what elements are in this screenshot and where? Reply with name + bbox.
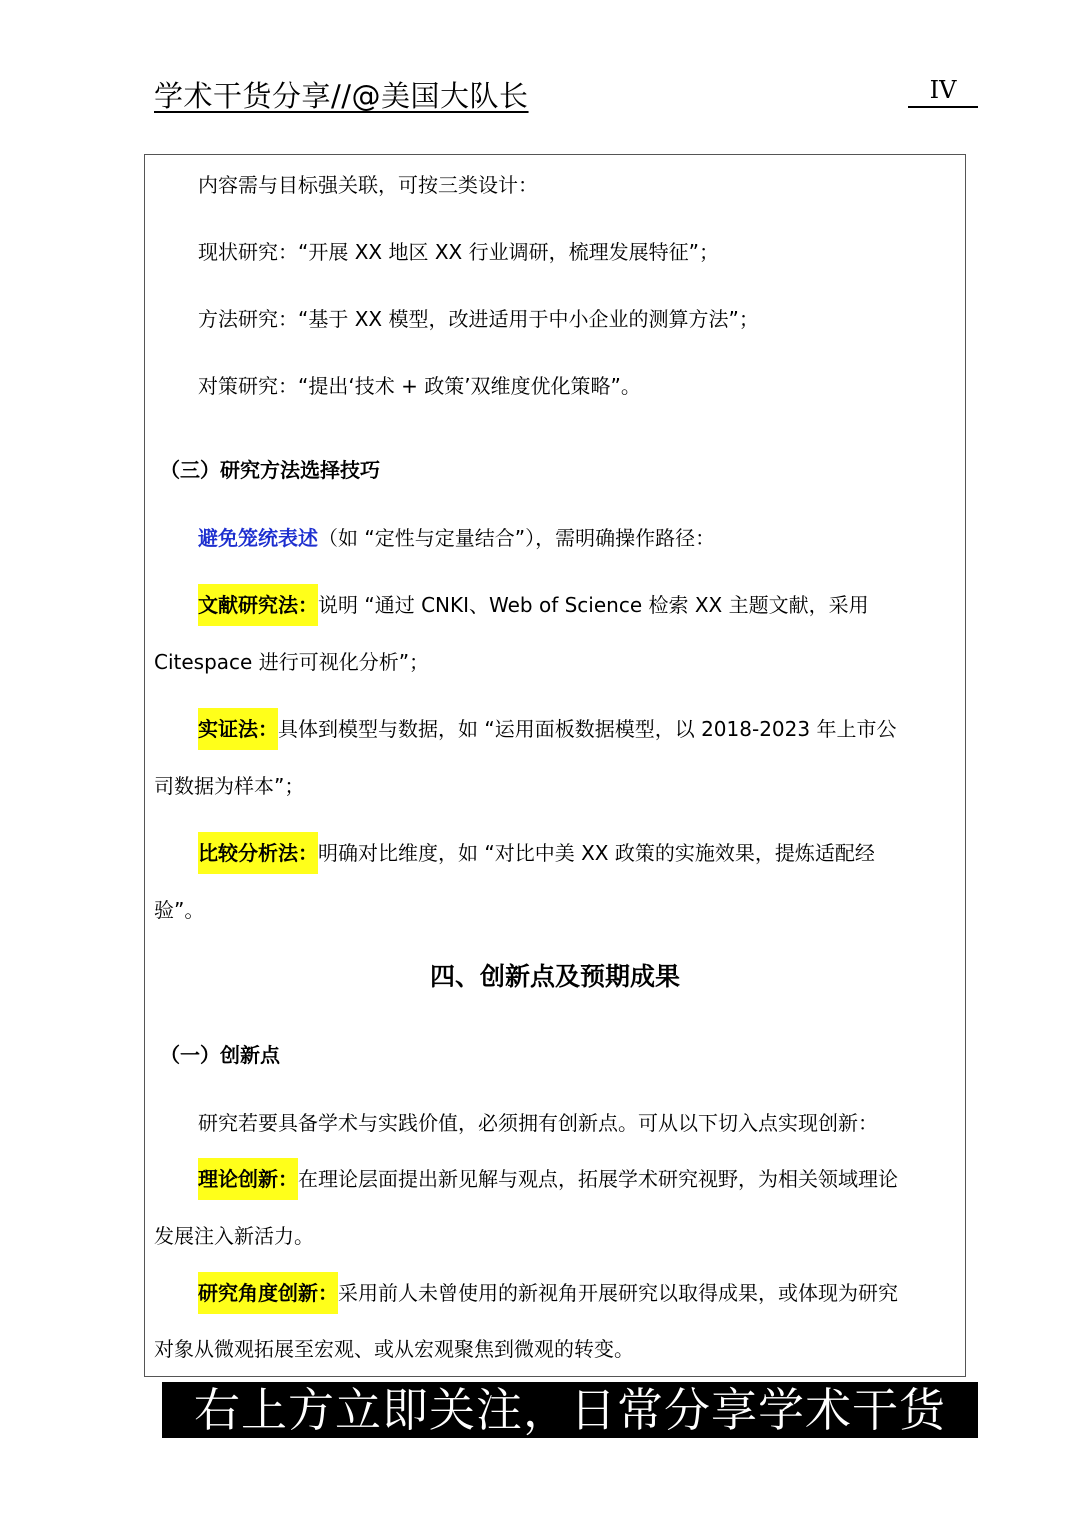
avoid-label: 避免笼统表述 — [198, 526, 318, 550]
comparative-method-line2: 验”。 — [154, 898, 205, 922]
literature-method-line2: Citespace 进行可视化分析”； — [154, 650, 430, 674]
angle-innovation-text: 采用前人未曾使用的新视角开展研究以取得成果，或体现为研究 — [338, 1281, 898, 1305]
theory-innovation-line2: 发展注入新活力。 — [154, 1224, 314, 1248]
empirical-method-text: 具体到模型与数据，如 “运用面板数据模型，以 2018-2023 年上市公 — [278, 717, 897, 741]
theory-innovation-line — [198, 1164, 898, 1194]
theory-innovation-text: 在理论层面提出新见解与观点，拓展学术研究视野，为相关领域理论 — [298, 1167, 898, 1191]
method-research-line: 方法研究：“基于 XX 模型，改进适用于中小企业的测算方法”； — [198, 307, 759, 331]
literature-method-line — [198, 590, 869, 620]
avoid-line — [198, 523, 715, 553]
comparative-method-line — [198, 838, 875, 868]
theory-innovation-label: 理论创新： — [198, 1158, 298, 1200]
innovation-intro: 研究若要具备学术与实践价值，必须拥有创新点。可从以下切入点实现创新： — [198, 1111, 878, 1135]
page-number: IV — [908, 72, 978, 108]
chapter4-heading: 四、创新点及预期成果 — [429, 962, 680, 991]
avoid-text: （如 “定性与定量结合”），需明确操作路径： — [318, 526, 716, 550]
intro-line: 内容需与目标强关联，可按三类设计： — [198, 173, 538, 197]
comparative-method-text: 明确对比维度，如 “对比中美 XX 政策的实施效果，提炼适配经 — [318, 841, 875, 865]
empirical-method-line2: 司数据为样本”； — [154, 774, 305, 798]
strategy-research-line: 对策研究：“提出‘技术 + 政策’双维度优化策略”。 — [198, 374, 641, 398]
section1-heading: （一）创新点 — [160, 1043, 280, 1067]
angle-innovation-line2: 对象从微观拓展至宏观、或从宏观聚焦到微观的转变。 — [154, 1337, 634, 1361]
status-research-line: 现状研究：“开展 XX 地区 XX 行业调研，梳理发展特征”； — [198, 240, 719, 264]
follow-banner: 右上方立即关注，日常分享学术干货 — [162, 1382, 978, 1438]
angle-innovation-line — [198, 1278, 898, 1308]
comparative-method-label: 比较分析法： — [198, 832, 318, 874]
angle-innovation-label: 研究角度创新： — [198, 1272, 338, 1314]
empirical-method-line — [198, 714, 896, 744]
literature-method-label: 文献研究法： — [198, 584, 318, 626]
header-title: 学术干货分享//@美国大队长 — [154, 79, 529, 113]
literature-method-text: 说明 “通过 CNKI、Web of Science 检索 XX 主题文献，采用 — [318, 593, 869, 617]
empirical-method-label: 实证法： — [198, 708, 278, 750]
section3-heading: （三）研究方法选择技巧 — [160, 458, 380, 482]
